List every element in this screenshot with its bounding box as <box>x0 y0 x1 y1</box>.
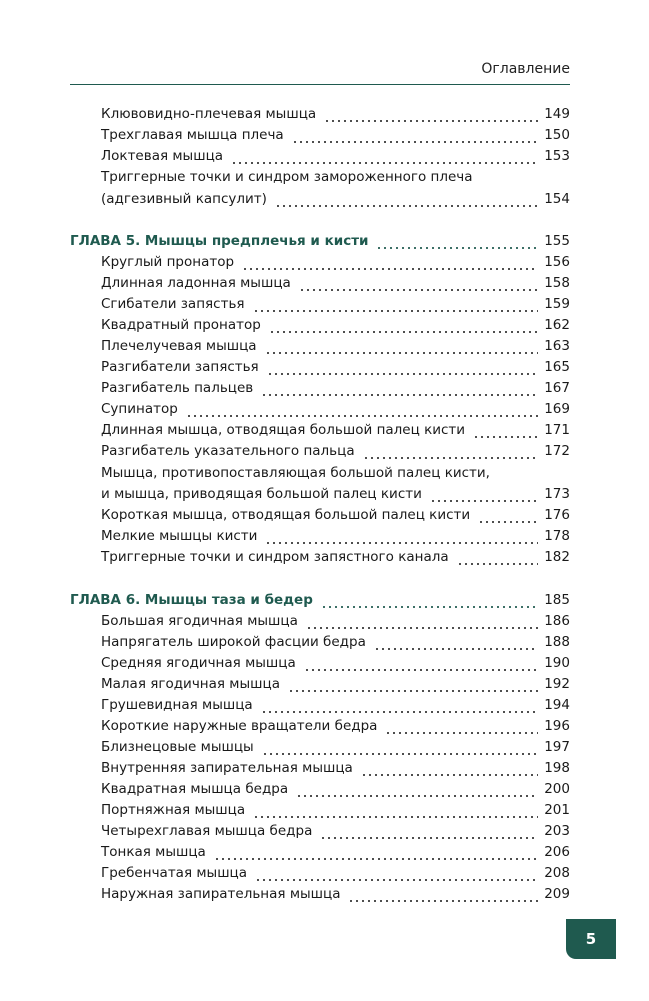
toc-entry <box>101 441 570 461</box>
toc-entry <box>101 505 570 525</box>
dot-leader <box>299 273 538 293</box>
entry-title: Плечелучевая мышца <box>101 338 257 354</box>
entry-title: Внутренняя запирательная мышца <box>101 760 353 776</box>
entry-page-number: 186 <box>544 613 570 629</box>
toc-entry <box>101 800 570 820</box>
toc-entry <box>101 653 570 673</box>
entry-title: Супинатор <box>101 401 178 417</box>
entry-title: Короткие наружные вращатели бедра <box>101 718 378 734</box>
toc-entry <box>101 674 570 694</box>
entry-page-number: 185 <box>544 592 570 608</box>
toc-entry <box>101 611 570 631</box>
dot-leader <box>275 189 538 209</box>
entry-page-number: 153 <box>544 148 570 164</box>
entry-title: Короткая мышца, отводящая большой палец кисти <box>101 507 471 523</box>
entry-title: Четырехглавая мышца бедра <box>101 823 313 839</box>
dot-leader <box>231 146 538 166</box>
toc-entry <box>101 484 570 504</box>
entry-title: Средняя ягодичная мышца <box>101 655 296 671</box>
running-header <box>70 56 570 82</box>
entry-page-number: 200 <box>544 781 570 797</box>
entry-title: Квадратный пронатор <box>101 317 261 333</box>
entry-title: Гребенчатая мышца <box>101 865 248 881</box>
dot-leader <box>304 653 538 673</box>
toc-entry <box>101 695 570 715</box>
toc-entry <box>101 294 570 314</box>
entry-page-number: 162 <box>544 317 570 333</box>
entry-title: Грушевидная мышца <box>101 697 253 713</box>
entry-title: Длинная ладонная мышца <box>101 275 291 291</box>
chapter-title: ГЛАВА 5. Мышцы предплечья и кисти <box>70 233 369 249</box>
entry-page-number: 198 <box>544 760 570 776</box>
entry-page-number: 163 <box>544 338 570 354</box>
running-header-title: Оглавление <box>481 61 570 77</box>
dot-leader <box>385 716 538 736</box>
entry-title: Напрягатель широкой фасции бедра <box>101 634 366 650</box>
dot-leader <box>478 505 538 525</box>
entry-page-number: 176 <box>544 507 570 523</box>
dot-leader <box>292 125 539 145</box>
toc-entry <box>101 821 570 841</box>
dot-leader <box>186 399 538 419</box>
dot-leader <box>374 632 538 652</box>
entry-title: Разгибатель указательного пальца <box>101 443 355 459</box>
dot-leader <box>288 674 538 694</box>
toc-entry <box>101 463 570 483</box>
toc-entry <box>101 104 570 124</box>
entry-title: и мышца, приводящая большой палец кисти <box>101 486 422 502</box>
page-number: 5 <box>585 930 597 948</box>
chapter-title: ГЛАВА 6. Мышцы таза и бедер <box>70 592 313 608</box>
toc-entry <box>101 716 570 736</box>
entry-title: Тонкая мышца <box>101 844 206 860</box>
entry-page-number: 165 <box>544 359 570 375</box>
dot-leader <box>269 315 538 335</box>
dot-leader <box>253 800 538 820</box>
toc-entry <box>101 378 570 398</box>
entry-title: Мелкие мышцы кисти <box>101 528 258 544</box>
entry-page-number: 154 <box>544 191 570 207</box>
entry-title: Квадратная мышца бедра <box>101 781 289 797</box>
dot-leader <box>296 779 538 799</box>
entry-title: Триггерные точки и синдром запястного канала <box>101 549 449 565</box>
dot-leader <box>261 695 539 715</box>
entry-page-number: 201 <box>544 802 570 818</box>
toc-entry <box>101 189 570 209</box>
entry-page-number: 196 <box>544 718 570 734</box>
toc-entry <box>101 779 570 799</box>
toc-entry <box>101 167 570 187</box>
dot-leader <box>255 863 538 883</box>
dot-leader <box>242 252 538 272</box>
toc-entry <box>101 252 570 272</box>
entry-page-number: 206 <box>544 844 570 860</box>
entry-title: Трехглавая мышца плеча <box>101 127 284 143</box>
toc-entry <box>101 526 570 546</box>
dot-leader <box>348 884 538 904</box>
dot-leader <box>430 484 538 504</box>
dot-leader <box>265 526 538 546</box>
dot-leader <box>253 294 539 314</box>
entry-page-number: 208 <box>544 865 570 881</box>
entry-page-number: 172 <box>544 443 570 459</box>
entry-title: Сгибатели запястья <box>101 296 245 312</box>
dot-leader <box>376 231 538 251</box>
entry-page-number: 182 <box>544 549 570 565</box>
toc-entry <box>101 842 570 862</box>
toc-entry <box>101 863 570 883</box>
toc-entry <box>101 399 570 419</box>
dot-leader <box>324 104 538 124</box>
entry-page-number: 156 <box>544 254 570 270</box>
toc-entry <box>101 146 570 166</box>
entry-page-number: 159 <box>544 296 570 312</box>
entry-title: Локтевая мышца <box>101 148 224 164</box>
entry-title: Триггерные точки и синдром замороженного плеча <box>101 169 473 185</box>
dot-leader <box>320 821 538 841</box>
dot-leader <box>261 378 538 398</box>
entry-title: Наружная запирательная мышца <box>101 886 341 902</box>
entry-page-number: 150 <box>544 127 570 143</box>
toc-chapter-heading <box>70 590 570 610</box>
toc-entry <box>101 632 570 652</box>
toc-entry <box>101 547 570 567</box>
toc-entry <box>101 125 570 145</box>
dot-leader <box>306 611 538 631</box>
entry-page-number: 190 <box>544 655 570 671</box>
entry-page-number: 169 <box>544 401 570 417</box>
entry-title: (адгезивный капсулит) <box>101 191 267 207</box>
toc-entry <box>101 758 570 778</box>
entry-page-number: 155 <box>544 233 570 249</box>
dot-leader <box>457 547 539 567</box>
toc-entry <box>101 884 570 904</box>
dot-leader <box>321 590 538 610</box>
entry-title: Разгибатели запястья <box>101 359 259 375</box>
entry-page-number: 192 <box>544 676 570 692</box>
toc-entry <box>101 273 570 293</box>
dot-leader <box>265 336 539 356</box>
toc-chapter-heading <box>70 231 570 251</box>
dot-leader <box>361 758 538 778</box>
entry-page-number: 167 <box>544 380 570 396</box>
header-rule <box>70 84 570 85</box>
entry-page-number: 197 <box>544 739 570 755</box>
entry-title: Большая ягодичная мышца <box>101 613 298 629</box>
entry-page-number: 188 <box>544 634 570 650</box>
toc-entry <box>101 336 570 356</box>
entry-page-number: 171 <box>544 422 570 438</box>
entry-title: Портняжная мышца <box>101 802 246 818</box>
dot-leader <box>473 420 538 440</box>
toc-entry <box>101 315 570 335</box>
entry-title: Мышца, противопоставляющая большой палец кисти, <box>101 465 490 481</box>
entry-page-number: 194 <box>544 697 570 713</box>
entry-page-number: 158 <box>544 275 570 291</box>
page-number-badge <box>566 919 616 959</box>
toc-entry <box>101 737 570 757</box>
entry-page-number: 173 <box>544 486 570 502</box>
dot-leader <box>267 357 539 377</box>
toc-entry <box>101 420 570 440</box>
toc-entry <box>101 357 570 377</box>
entry-title: Клювовидно-плечевая мышца <box>101 106 317 122</box>
entry-page-number: 149 <box>544 106 570 122</box>
dot-leader <box>363 441 539 461</box>
entry-page-number: 209 <box>544 886 570 902</box>
entry-page-number: 203 <box>544 823 570 839</box>
entry-title: Близнецовые мышцы <box>101 739 254 755</box>
entry-page-number: 178 <box>544 528 570 544</box>
entry-title: Длинная мышца, отводящая большой палец кисти <box>101 422 466 438</box>
entry-title: Круглый пронатор <box>101 254 235 270</box>
dot-leader <box>262 737 539 757</box>
dot-leader <box>214 842 538 862</box>
entry-title: Разгибатель пальцев <box>101 380 254 396</box>
entry-title: Малая ягодичная мышца <box>101 676 280 692</box>
